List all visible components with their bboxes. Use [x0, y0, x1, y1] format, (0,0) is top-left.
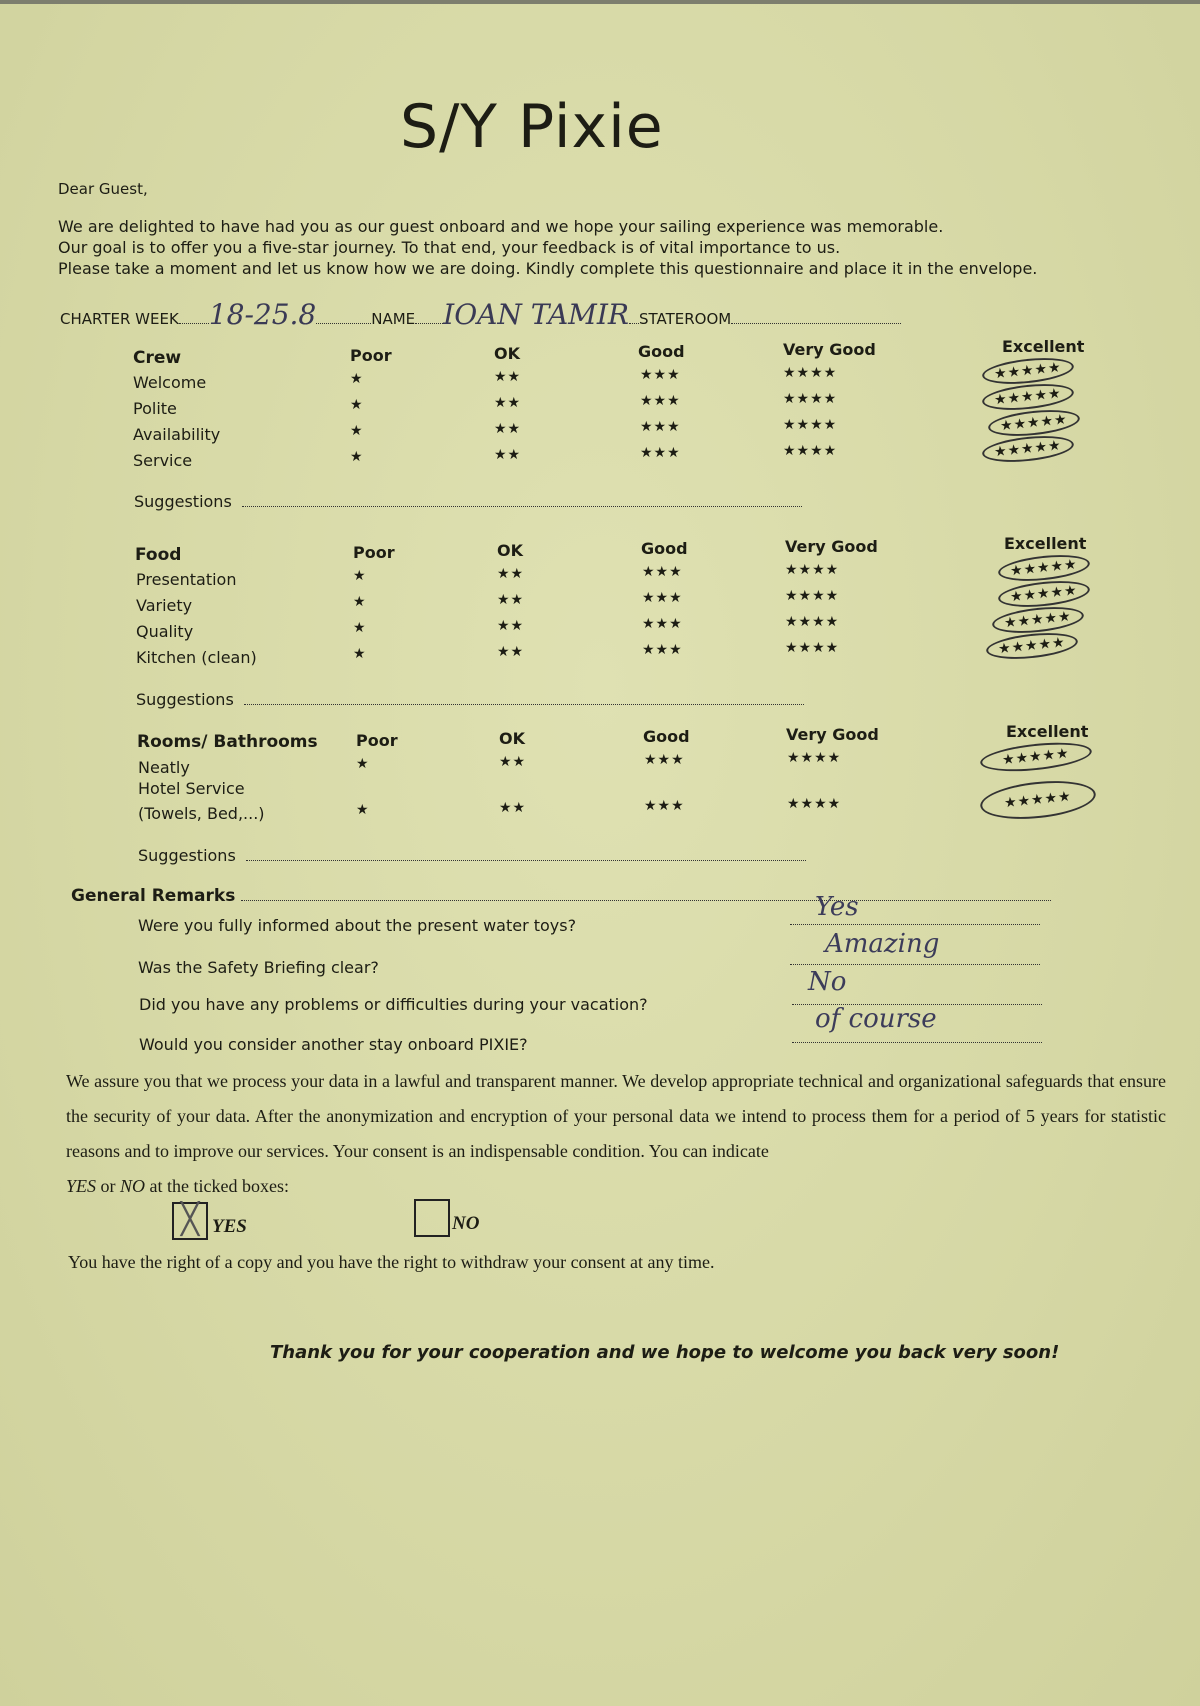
rating-1star[interactable]: ★: [356, 802, 370, 818]
data-consent-text: We assure you that we process your data in a lawful and transparent manner. We develop appropriate technical and organizational safeguards that ensure the security of your data. After the anonymization and encryption of your personal data we intend to process them for a period of 5 years for statistic reasons and to improve our services. Your consent is an indispensable condition. You can indicate YES or NO at the ticked boxes:: [66, 1071, 1166, 1196]
rating-2star[interactable]: ★★: [497, 644, 525, 660]
rating-5star-selected[interactable]: ★★★★★: [988, 411, 1080, 435]
rating-2star[interactable]: ★★: [497, 592, 525, 608]
thank-you-message: Thank you for your cooperation and we hope to welcome you back very soon!: [270, 1342, 1060, 1363]
rating-3star[interactable]: ★★★: [640, 419, 681, 435]
crew-item-availability: Availability: [133, 425, 221, 444]
rooms-suggestions[interactable]: Suggestions: [138, 846, 806, 865]
rating-1star[interactable]: ★: [350, 371, 364, 387]
answer-line: [790, 962, 1040, 965]
food-suggestions[interactable]: Suggestions: [136, 690, 804, 709]
crew-item-welcome: Welcome: [133, 373, 207, 392]
rating-2star[interactable]: ★★: [494, 369, 522, 385]
rating-5star-selected[interactable]: ★★★★★: [998, 556, 1090, 580]
stateroom-field[interactable]: [731, 309, 901, 324]
rating-3star[interactable]: ★★★: [642, 616, 683, 632]
rating-1star[interactable]: ★: [353, 646, 367, 662]
consent-yes-checkbox[interactable]: ╳: [172, 1202, 208, 1240]
consent-yes-label: YES: [212, 1216, 247, 1237]
question-problems: Did you have any problems or difficulties during your vacation?: [139, 995, 648, 1014]
col-good: Good: [641, 539, 688, 558]
col-excellent: Excellent: [1006, 722, 1089, 741]
rating-4star[interactable]: ★★★★: [783, 443, 838, 459]
rating-4star[interactable]: ★★★★: [785, 588, 840, 604]
col-very-good: Very Good: [785, 537, 878, 556]
crew-item-service: Service: [133, 451, 193, 470]
intro-line-1: We are delighted to have had you as our guest onboard and we hope your sailing experience was memorable.: [58, 217, 944, 236]
intro-line-2: Our goal is to offer you a five-star journey. To that end, your feedback is of vital importance to us.: [58, 238, 841, 257]
rating-5star-selected[interactable]: ★★★★★: [998, 582, 1090, 606]
rating-4star[interactable]: ★★★★: [785, 640, 840, 656]
consent-no-checkbox[interactable]: [414, 1199, 450, 1237]
col-excellent: Excellent: [1004, 534, 1087, 553]
guest-info-row: [60, 298, 901, 331]
rating-5star-selected[interactable]: ★★★★★: [982, 437, 1074, 461]
section-food-title: Food: [135, 545, 182, 565]
col-poor: Poor: [350, 346, 392, 365]
rating-2star[interactable]: ★★: [497, 566, 525, 582]
rating-1star[interactable]: ★: [353, 568, 367, 584]
rating-5star-selected[interactable]: ★★★★★: [982, 385, 1074, 409]
rating-3star[interactable]: ★★★: [642, 590, 683, 606]
rating-4star[interactable]: ★★★★: [785, 614, 840, 630]
col-ok: OK: [494, 344, 520, 363]
general-remarks-label: General Remarks: [71, 886, 1051, 906]
rating-1star[interactable]: ★: [356, 756, 370, 772]
rooms-item-neatly: Neatly: [138, 758, 190, 777]
rating-4star[interactable]: ★★★★: [783, 365, 838, 381]
rating-5star-selected[interactable]: ★★★★★: [980, 744, 1092, 770]
food-item-variety: Variety: [136, 596, 193, 615]
question-water-toys: Were you fully informed about the present water toys?: [138, 916, 577, 935]
crew-item-polite: Polite: [133, 399, 177, 418]
col-good: Good: [643, 727, 690, 746]
consent-no-label: NO: [452, 1213, 480, 1234]
rating-2star[interactable]: ★★: [499, 754, 527, 770]
rating-3star[interactable]: ★★★: [640, 445, 681, 461]
rating-1star[interactable]: ★: [353, 594, 367, 610]
rooms-item-hotel-service: Hotel Service: [138, 779, 245, 798]
stateroom-label: STATEROOM: [638, 310, 732, 328]
col-very-good: Very Good: [783, 340, 876, 359]
rating-4star[interactable]: ★★★★: [783, 417, 838, 433]
rating-4star[interactable]: ★★★★: [787, 750, 842, 766]
name-field[interactable]: IOAN TAMIR: [443, 298, 629, 331]
rating-5star-selected[interactable]: ★★★★★: [982, 359, 1074, 383]
food-item-kitchen: Kitchen (clean): [136, 648, 257, 667]
rating-3star[interactable]: ★★★: [644, 798, 685, 814]
col-very-good: Very Good: [786, 725, 879, 744]
rating-3star[interactable]: ★★★: [640, 393, 681, 409]
rating-5star-selected[interactable]: ★★★★★: [986, 634, 1078, 658]
answer-another-stay[interactable]: of course: [815, 1004, 937, 1034]
rooms-item-towels-bed: (Towels, Bed,...): [138, 804, 265, 823]
answer-safety-briefing[interactable]: Amazing: [825, 929, 940, 959]
rating-1star[interactable]: ★: [353, 620, 367, 636]
charter-week-field[interactable]: 18-25.8: [208, 298, 317, 331]
col-ok: OK: [499, 729, 525, 748]
answer-problems[interactable]: No: [808, 967, 847, 997]
greeting: Dear Guest,: [58, 180, 148, 198]
rating-4star[interactable]: ★★★★: [787, 796, 842, 812]
answer-water-toys[interactable]: Yes: [815, 892, 859, 922]
rating-1star[interactable]: ★: [350, 449, 364, 465]
intro-line-3: Please take a moment and let us know how we are doing. Kindly complete this questionnaire and place it in the envelope.: [58, 259, 1038, 278]
answer-line: [790, 922, 1040, 925]
rating-4star[interactable]: ★★★★: [785, 562, 840, 578]
col-ok: OK: [497, 541, 523, 560]
crew-suggestions[interactable]: Suggestions: [134, 492, 802, 511]
col-poor: Poor: [356, 731, 398, 750]
withdraw-consent-text: You have the right of a copy and you have the right to withdraw your consent at any time.: [68, 1252, 715, 1272]
rating-3star[interactable]: ★★★: [644, 752, 685, 768]
question-safety-briefing: Was the Safety Briefing clear?: [138, 958, 379, 977]
answer-line: [792, 1040, 1042, 1043]
rating-4star[interactable]: ★★★★: [783, 391, 838, 407]
rating-5star-selected[interactable]: ★★★★★: [980, 782, 1096, 818]
rating-1star[interactable]: ★: [350, 423, 364, 439]
rating-2star[interactable]: ★★: [494, 447, 522, 463]
rating-3star[interactable]: ★★★: [642, 564, 683, 580]
rating-1star[interactable]: ★: [350, 397, 364, 413]
food-item-quality: Quality: [136, 622, 194, 641]
section-crew-title: Crew: [133, 348, 182, 368]
name-label: NAME: [371, 310, 416, 328]
section-rooms-title: Rooms/ Bathrooms: [137, 732, 318, 752]
rating-3star[interactable]: ★★★: [642, 642, 683, 658]
rating-2star[interactable]: ★★: [497, 618, 525, 634]
col-good: Good: [638, 342, 685, 361]
question-another-stay: Would you consider another stay onboard PIXIE?: [139, 1035, 528, 1054]
rating-2star[interactable]: ★★: [494, 395, 522, 411]
col-poor: Poor: [353, 543, 395, 562]
page-title: S/Y Pixie: [400, 92, 664, 162]
questionnaire-page: [0, 4, 1200, 1706]
charter-week-label: CHARTER WEEK: [60, 310, 179, 328]
rating-2star[interactable]: ★★: [494, 421, 522, 437]
col-excellent: Excellent: [1002, 337, 1085, 356]
rating-5star-selected[interactable]: ★★★★★: [992, 608, 1084, 632]
food-item-presentation: Presentation: [136, 570, 237, 589]
rating-2star[interactable]: ★★: [499, 800, 527, 816]
rating-3star[interactable]: ★★★: [640, 367, 681, 383]
